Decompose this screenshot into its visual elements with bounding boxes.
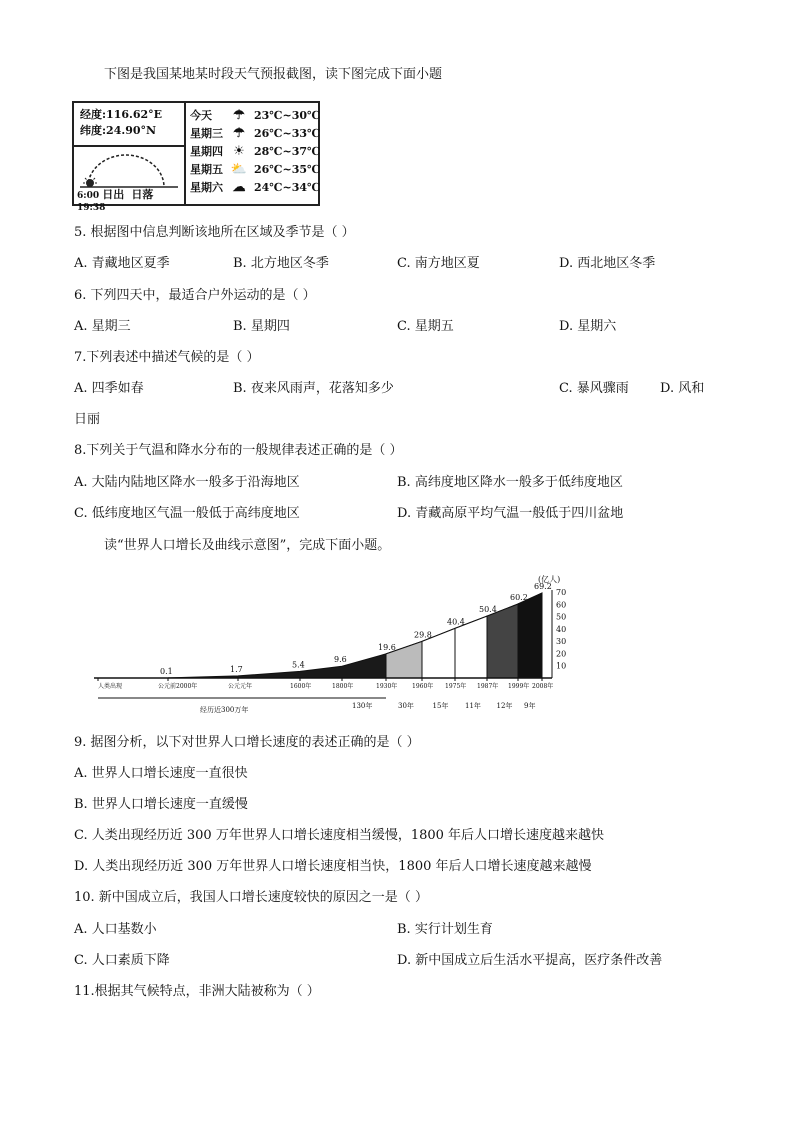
q6-option-d[interactable]: D. 星期六 [559,319,617,334]
q9-option-c[interactable]: C. 人类出现经历近 300 万年世界人口增长速度相当缓慢，1800 年后人口增长速度越来越快 [74,828,605,843]
sun-icon [83,175,97,187]
category-label: 2008年 [532,683,554,690]
sunrise-time: 6:00 [77,191,100,201]
q8-option-d[interactable]: D. 青藏高原平均气温一般低于四川盆地 [397,506,624,521]
q7-option-a[interactable]: A. 四季如春 [74,381,144,396]
interval-label: 9年 [524,702,536,710]
forecast-day: 今天 [190,109,212,122]
data-label: 29.8 [414,630,432,640]
sunrise-label: 日出 [102,188,125,201]
forecast-row [188,143,321,161]
forecast-row [188,107,321,125]
q8-option-c[interactable]: C. 低纬度地区气温一般低于高纬度地区 [74,506,300,521]
forecast-temp: 23℃~30℃ [254,109,321,122]
q6-option-c[interactable]: C. 星期五 [397,319,454,334]
forecast-day: 星期四 [190,145,223,158]
forecast-temp: 28℃~37℃ [254,145,321,158]
question-10: 10. 新中国成立后，我国人口增长速度较快的原因之一是（ ） [74,890,428,905]
category-label: 公元元年 [228,683,253,690]
q10-option-d[interactable]: D. 新中国成立后生活水平提高，医疗条件改善 [397,953,663,968]
longitude: 经度:116.62°E [80,108,163,121]
q7-option-d-continued: 日丽 [74,412,101,427]
forecast-row [188,161,321,179]
q8-option-b[interactable]: B. 高纬度地区降水一般多于低纬度地区 [397,475,623,490]
sun-arc [88,155,164,187]
forecast-row [188,179,321,197]
data-label: 19.6 [378,642,396,652]
y-tick-label: 60 [556,600,567,610]
interval-label: 130年 [352,702,373,710]
q9-option-d[interactable]: D. 人类出现经历近 300 万年世界人口增长速度相当快，1800 年后人口增长速度越来越慢 [74,859,592,874]
question-8: 8.下列关于气温和降水分布的一般规律表述正确的是（ ） [74,443,403,458]
latitude: 纬度:24.90°N [80,124,157,137]
data-label: 5.4 [292,660,305,670]
interval-label: 15年 [432,702,449,710]
data-label: 50.4 [479,605,497,615]
coordinates [74,103,184,147]
y-tick-label: 20 [556,649,567,659]
question-11: 11.根据其气候特点，非洲大陆被称为（ ） [74,984,320,999]
question-5: 5. 根据图中信息判断该地所在区域及季节是（ ） [74,225,355,240]
q5-option-b[interactable]: B. 北方地区冬季 [233,256,329,271]
data-label: 60.2 [510,593,528,603]
question-9: 9. 据图分析，以下对世界人口增长速度的表述正确的是（ ） [74,735,420,750]
y-tick-label: 40 [556,624,567,634]
q10-option-a[interactable]: A. 人口基数小 [74,922,157,937]
q7-option-b[interactable]: B. 夜来风雨声，花落知多少 [233,381,394,396]
q7-option-c[interactable]: C. 暴风骤雨 [559,381,629,396]
q9-option-b[interactable]: B. 世界人口增长速度一直缓慢 [74,797,248,812]
location-panel [74,103,186,213]
y-tick-label: 30 [556,637,567,647]
q6-option-a[interactable]: A. 星期三 [74,319,131,334]
period-band [487,604,518,678]
category-label: 1999年 [508,683,530,690]
q10-option-c[interactable]: C. 人口素质下降 [74,953,170,968]
data-label: 69.2 [534,581,552,591]
data-label: 1.7 [230,664,243,674]
category-label: 1975年 [445,683,467,690]
forecast-day: 星期三 [190,127,223,140]
q7-option-d[interactable]: D. 风和 [660,381,705,396]
q5-option-a[interactable]: A. 青藏地区夏季 [74,256,170,271]
data-label: 0.1 [160,666,173,676]
span-label: 经历近300万年 [200,706,249,714]
category-label: 1800年 [332,683,354,690]
y-axis-label: (亿人) [538,575,561,584]
forecast-day: 星期五 [190,163,223,176]
forecast-temp: 26℃~35℃ [254,163,321,176]
category-label: 1987年 [477,683,499,690]
forecast-row [188,125,321,143]
sun-times [77,189,184,214]
sunset-label: 日落 [131,188,154,201]
intro-weather: 下图是我国某地某时段天气预报截图，读下图完成下面小题 [104,67,443,82]
partly-cloudy-icon: ⛅ [230,162,248,177]
q9-option-a[interactable]: A. 世界人口增长速度一直很快 [74,766,248,781]
question-6: 6. 下列四天中，最适合户外运动的是（ ） [74,288,316,303]
q10-option-b[interactable]: B. 实行计划生育 [397,922,493,937]
population-growth-chart [90,574,567,716]
question-7: 7.下列表述中描述气候的是（ ） [74,350,260,365]
data-label: 40.4 [447,617,465,627]
sun-icon: ☀ [233,144,245,159]
q5-option-d[interactable]: D. 西北地区冬季 [559,256,656,271]
thunderstorm-icon: ☁ [232,180,246,195]
weather-forecast-panel [72,101,321,213]
category-label: 人类出现 [98,683,123,690]
y-tick-label: 70 [556,588,567,597]
y-tick-label: 10 [556,661,567,671]
category-label: 1600年 [290,683,312,690]
rain-icon: ☂ [233,126,245,141]
category-label: 公元前2000年 [158,683,198,690]
q5-option-c[interactable]: C. 南方地区夏 [397,256,480,271]
rain-icon: ☂ [233,108,245,123]
forecast-temp: 24℃~34℃ [254,181,321,194]
category-label: 1960年 [412,683,434,690]
interval-label: 11年 [465,702,481,710]
interval-label: 30年 [398,702,414,710]
intro-population: 读“世界人口增长及曲线示意图”，完成下面小题。 [104,538,391,553]
interval-label: 12年 [496,702,513,710]
q8-option-a[interactable]: A. 大陆内陆地区降水一般多于沿海地区 [74,475,300,490]
forecast-day: 星期六 [190,181,223,194]
sunset-time: 19:38 [77,203,106,213]
period-band [518,593,542,678]
q6-option-b[interactable]: B. 星期四 [233,319,290,334]
data-label: 9.6 [334,655,347,665]
y-tick-label: 50 [556,612,567,622]
forecast-temp: 26℃~33℃ [254,127,321,140]
category-label: 1930年 [376,683,398,690]
